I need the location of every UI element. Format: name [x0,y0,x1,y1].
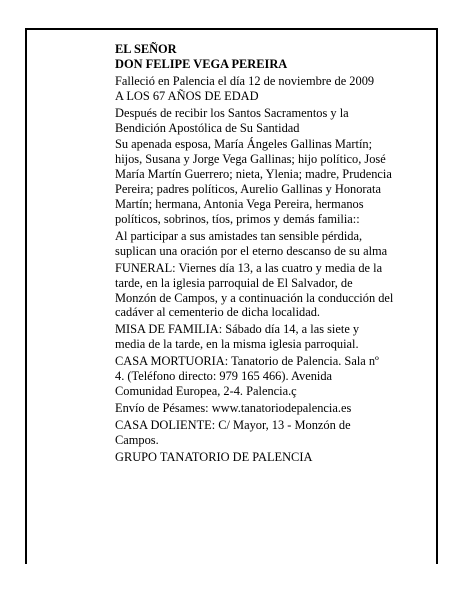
frame-left-border [25,28,27,564]
text-line: cadáver al cementerio de dicha localidad. [115,305,321,320]
death-notice: Falleció en Palencia el día 12 de noviembre de 2009 [115,73,375,88]
group-signature: GRUPO TANATORIO DE PALENCIA [115,449,313,464]
text-line: Después de recibir los Santos Sacramentos y la [115,105,349,120]
text-line: Pereira; padres políticos, Aurelio Gallinas y Honorata [115,182,381,197]
deceased-name: DON FELIPE VEGA PEREIRA [115,56,288,71]
text-line: FUNERAL: Viernes día 13, a las cuatro y media de la [115,260,383,275]
family-mass-paragraph [115,322,427,352]
text-line: Al participar a sus amistades tan sensible pérdida, [115,228,363,243]
text-line: MISA DE FAMILIA: Sábado día 14, a las siete y [115,322,360,337]
text-line: tarde, en la iglesia parroquial de El Salvador, de [115,275,353,290]
text-line: Su apenada esposa, María Ángeles Gallinas Martín; [115,137,373,152]
request-paragraph [115,229,427,259]
text-line: Monzón de Campos, y a continuación la conducción del [115,290,394,305]
funeral-home-paragraph [115,354,427,399]
mourning-house-paragraph [115,418,427,448]
age-line: A LOS 67 AÑOS DE EDAD [115,88,259,103]
text-line: Bendición Apostólica de Su Santidad [115,120,300,135]
text-line: CASA DOLIENTE: C/ Mayor, 13 - Monzón de [115,417,351,432]
text-line: hijos, Susana y Jorge Vega Gallinas; hijo político, José [115,152,386,167]
frame-right-border [436,28,438,564]
text-line: Comunidad Europea, 2-4. Palencia.ç [115,383,297,398]
text-line: Campos. [115,432,159,447]
sacraments-paragraph [115,106,427,136]
text-line: María Martín Guerrero; nieta, Ylenia; madre, Prudencia [115,167,392,182]
text-line: media de la tarde, en la misma iglesia parroquial. [115,337,359,352]
frame-top-border [25,28,438,30]
text-line: suplican una oración por el eterno descanso de su alma [115,243,388,258]
text-line: CASA MORTUORIA: Tanatorio de Palencia. Sala nº [115,354,379,369]
text-line: Martín; hermana, Antonia Vega Pereira, hermanos [115,197,364,212]
heading-title: EL SEÑOR [115,42,177,56]
family-paragraph [115,137,427,226]
condolences-line: Envío de Pésames: www.tanatoriodepalencia.es [115,400,352,415]
text-line: políticos, sobrinos, tíos, primos y demás familia:: [115,211,360,226]
obituary-notice [115,42,427,464]
text-line: 4. (Teléfono directo: 979 165 466). Avenida [115,369,333,384]
funeral-paragraph [115,261,427,321]
